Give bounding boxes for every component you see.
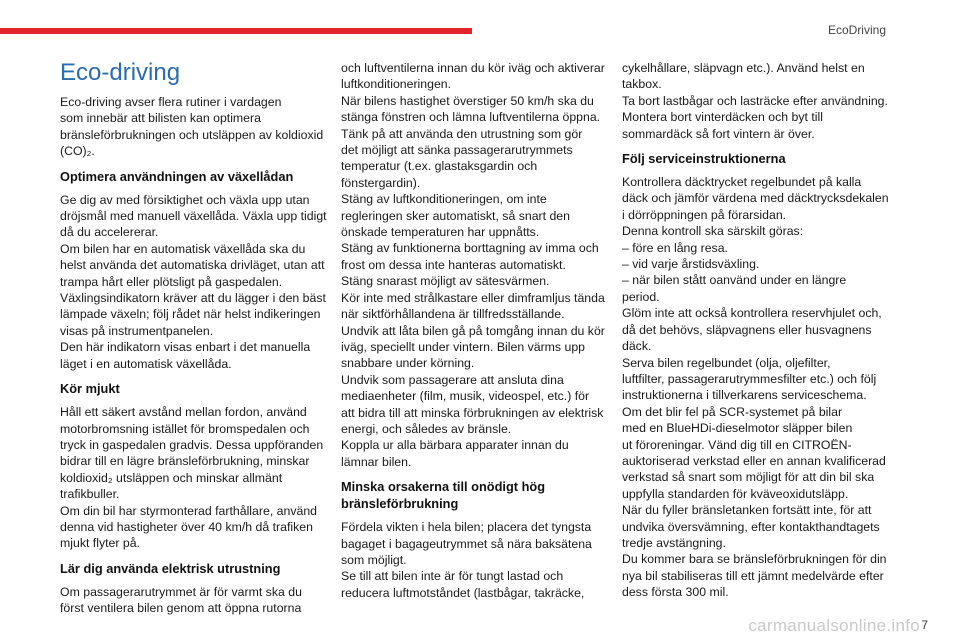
paragraph: Eco-driving avser flera rutiner i vardagen som innebär att bilisten kan optimera bränsleförbrukningen och utsläppen av koldioxid (CO)₂.	[60, 95, 324, 159]
section-heading: Följ serviceinstruktionerna	[622, 151, 786, 167]
paragraph: och luftventilerna innan du kör iväg och aktiverar luftkonditioneringen. När bilens hastighet överstiger 50 km/h ska du stänga fönstren och lämna luftventilerna öppna. Tänk på att använda den utrustning som gör det möjligt att sänka passagerarutrymmets temperatur (t.ex. glastaksgardin och fönstergardin). Stäng av luftkonditioneringen, om inte regleringen sker automatiskt, så snart den önskade temperaturen har uppnåtts. Stäng av funktionerna borttagning av imma och frost om dessa inte hanteras automatiskt. Stäng snarast möjligt av sätesvärmen. Kör inte med strålkastare eller dimframljus tända när siktförhållandena är tillfredsställande. Undvik att låta bilen gå på tomgång innan du kör iväg, speciellt under vintern. Bilen värms upp snabbare under körning. Undvik som passagerare att ansluta dina mediaenheter (film, musik, videospel, etc.) för att bidra till att minska förbrukningen av elektrisk energi, och således av bränsle. Koppla ur alla bärbara apparater innan du lämnar bilen.	[341, 61, 605, 469]
column-3-body	[622, 60, 890, 601]
paragraph: Ge dig av med försiktighet och växla upp utan dröjsmål med manuell växellåda. Växla upp tidigt då du accelererar. Om bilen har en automatisk växellåda ska du helst använda det automatiska drivläget, utan att trampa hårt eller plötsligt på gaspedalen. Växlingsindikatorn kräver att du lägger i den bäst lämpade växeln; följ rådet när helst indikeringen visas på instrumentpanelen. Den här indikatorn visas enbart i det manuella läget i en automatisk växellåda.	[60, 192, 327, 371]
column-1	[60, 60, 328, 617]
paragraph: Kontrollera däcktrycket regelbundet på kalla däck och jämför värdena med däcktrycksdekalen i dörröppningen på förarsidan. Denna kontroll ska särskilt göras: – före en lång resa. – vid varje årstidsväxling. – när bilen stått oanvänd under en längre period. Glöm inte att också kontrollera reservhjulet och, då det behövs, släpvagnens eller husvagnens däck. Serva bilen regelbundet (olja, oljefilter, luftfilter, passagerarutrymmesfilter etc.) och följ instruktionerna i tillverkarens serviceschema. Om det blir fel på SCR-systemet på bilar med en BlueHDi-dieselmotor släpper bilen ut föroreningar. Vänd dig till en CITROËN- auktoriserad verkstad eller en annan kvalificerad verkstad så snart som möjligt för att din bil ska uppfylla standarden för kväveoxidutsläpp. När du fyller bränsletanken fortsätt inte, för att undvika översvämning, efter kontakthandtagets tredje avstängning. Du kommer bara se bränsleförbrukningen för din nya bil stabiliseras till ett jämnt medelvärde efter dess första 300 mil.	[622, 175, 889, 600]
section-heading: Minska orsakerna till onödigt hög bränsleförbrukning	[341, 479, 546, 512]
page-number: 7	[921, 618, 928, 632]
column-2-body	[341, 60, 605, 601]
paragraph: Om passagerarutrymmet är för varmt ska du först ventilera bilen genom att öppna rutorna	[60, 584, 302, 616]
column-2	[341, 60, 605, 601]
column-3	[622, 60, 890, 601]
section-heading: Kör mjukt	[60, 381, 120, 397]
paragraph: Fördela vikten i hela bilen; placera det tyngsta bagaget i bagageutrymmet så nära baksätena som möjligt. Se till att bilen inte är för tungt lastad och reducera luftmotståndet (lastbågar, takräcke,	[341, 520, 592, 600]
watermark: carmanualsonline.info	[748, 616, 920, 635]
column-1-body	[60, 94, 328, 617]
paragraph: cykelhållare, släpvagn etc.). Använd helst en takbox. Ta bort lastbågar och lasträcke efter användning. Montera bort vinterdäcken och byt till sommardäck så fort vintern är över.	[622, 61, 888, 141]
section-heading: Optimera användningen av växellådan	[60, 168, 294, 184]
section-title: EcoDriving	[827, 23, 886, 37]
page-title: Eco-driving	[60, 59, 181, 86]
paragraph: Håll ett säkert avstånd mellan fordon, använd motorbromsning istället för bromspedalen och tryck in gaspedalen gradvis. Dessa uppföranden bidrar till en lägre bränsleförbrukning, minskar koldioxid₂ utsläppen och minskar allmänt trafikbuller. Om din bil har styrmonterad farthållare, använd denna vid hastigheter över 40 km/h då trafiken mjukt flyter på.	[60, 405, 324, 551]
header-accent-bar	[0, 28, 472, 34]
section-heading: Lär dig använda elektrisk utrustning	[60, 560, 281, 576]
